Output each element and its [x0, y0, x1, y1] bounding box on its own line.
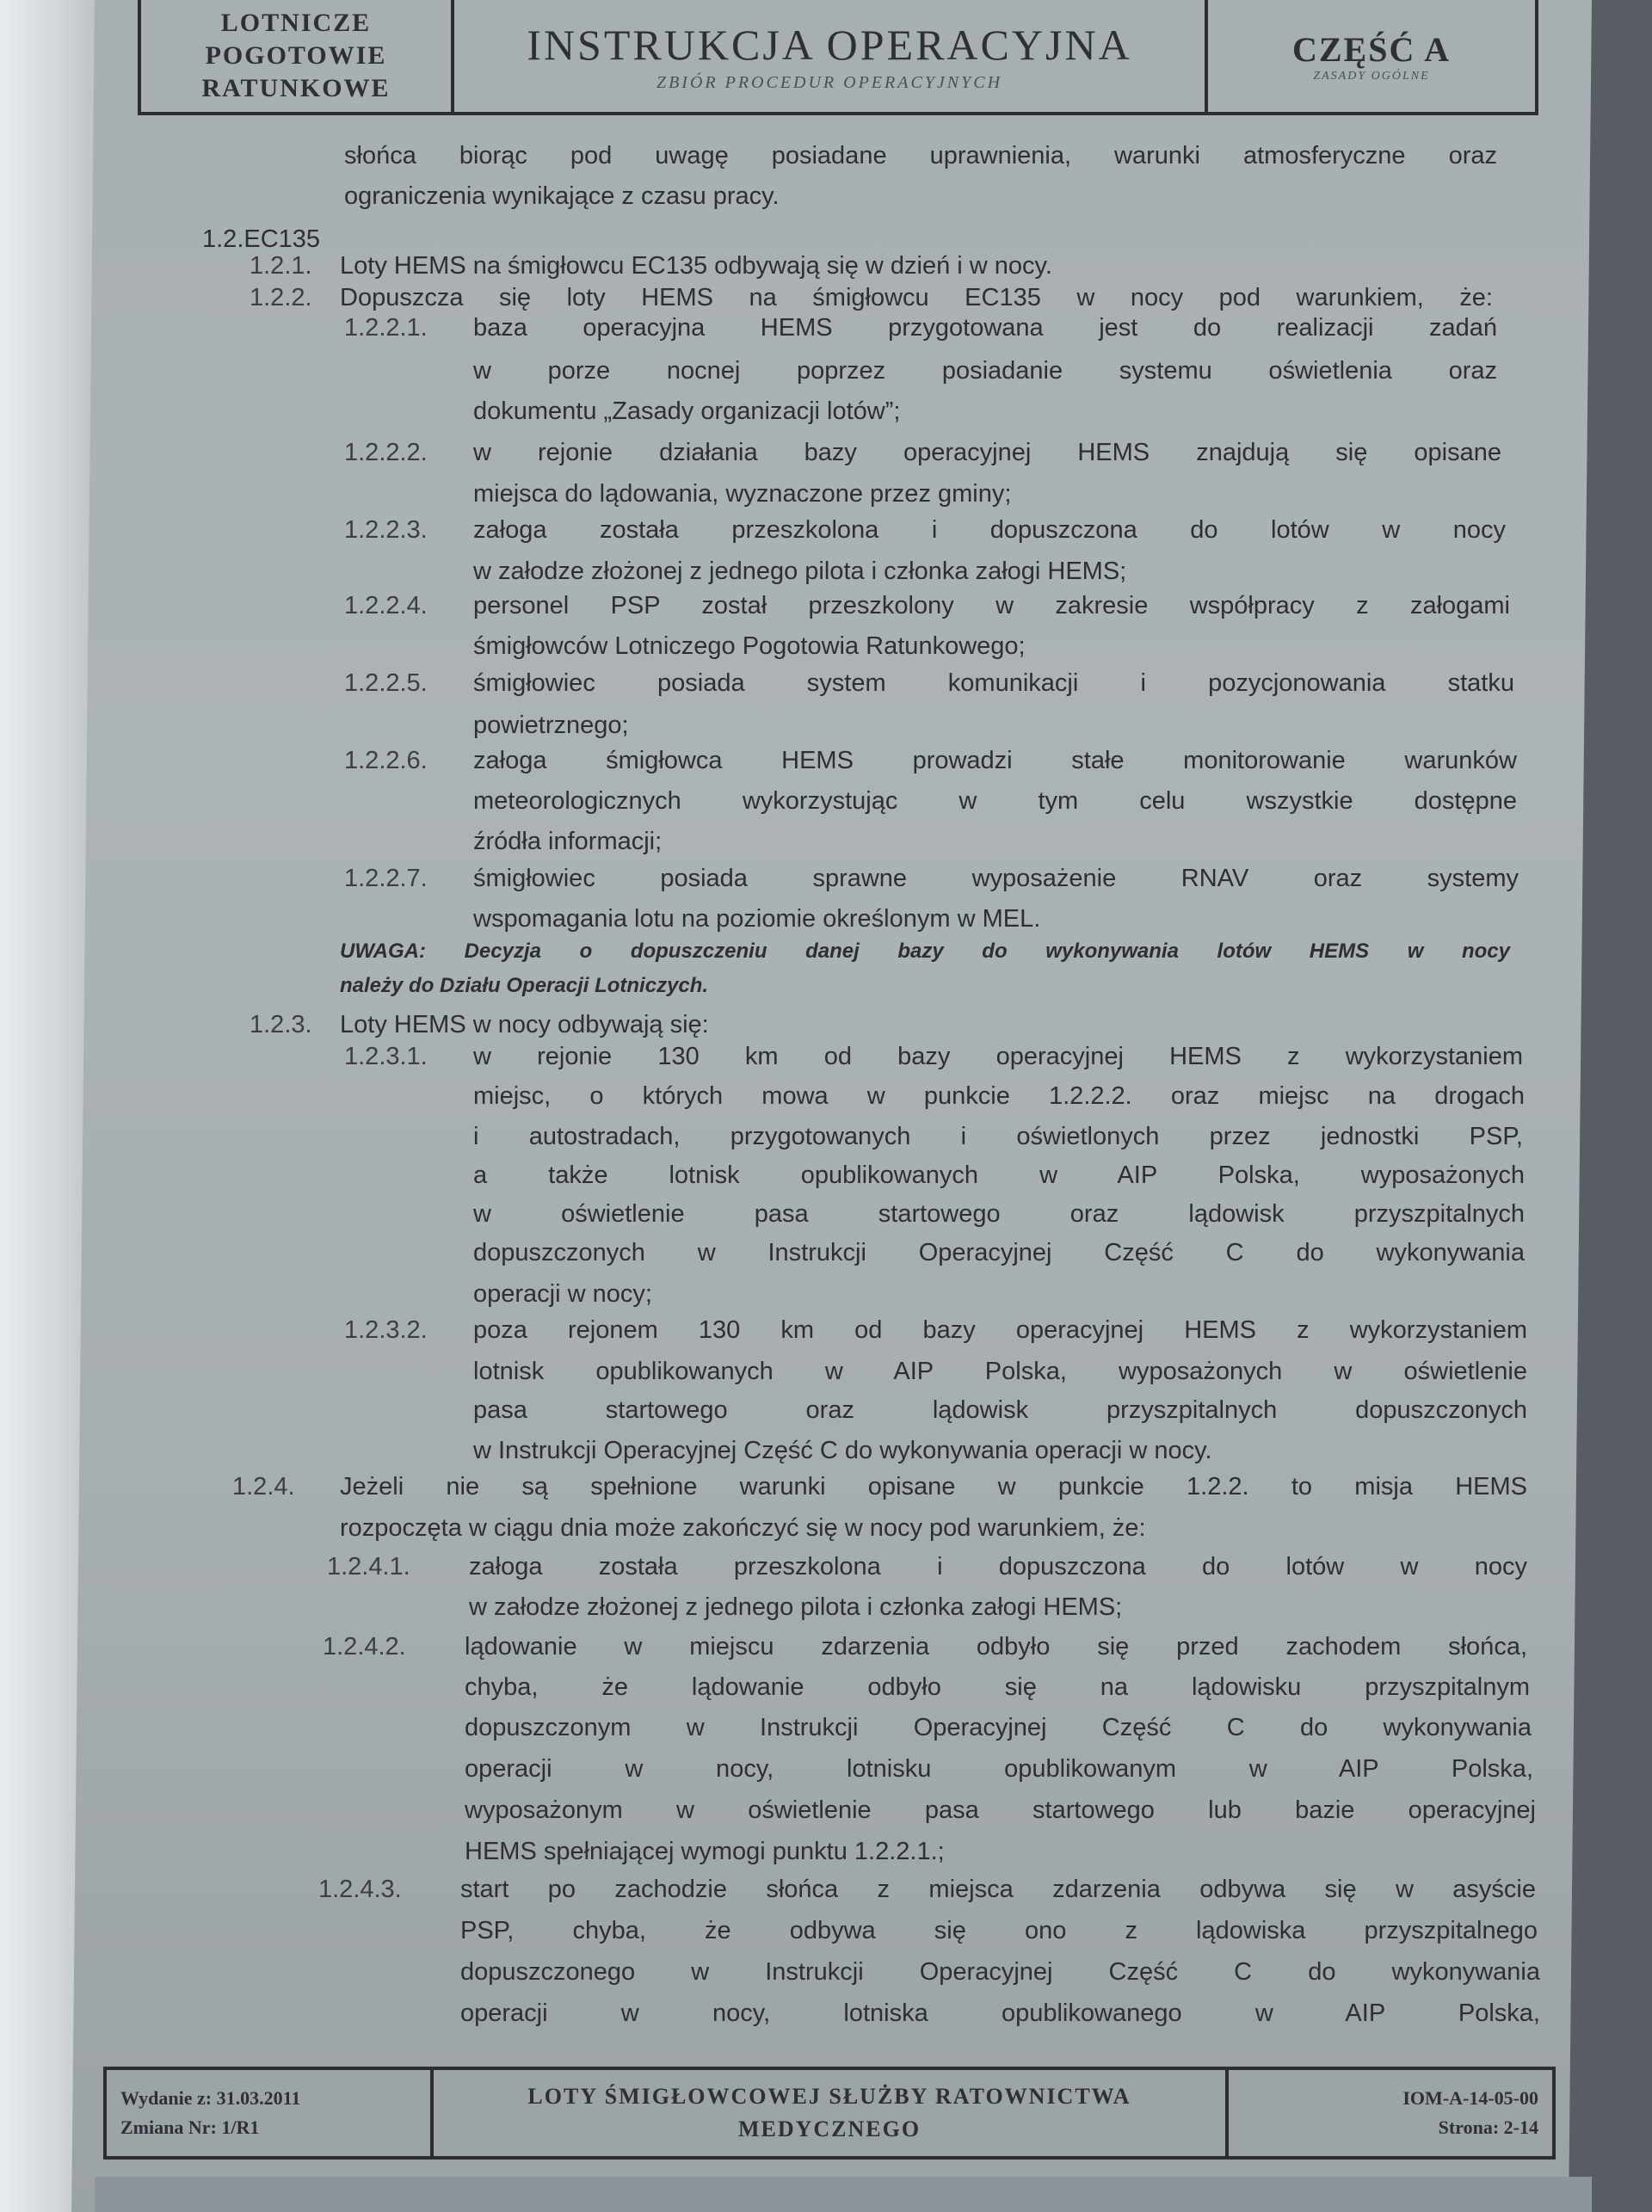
text-line: w rejonie 130 km od bazy operacyjnej HEMS z wykorzystaniem: [473, 1043, 1523, 1070]
paragraph-number: 1.2.1.: [250, 252, 312, 280]
text-line: należy do Działu Operacji Lotniczych.: [340, 974, 709, 997]
footer-title: LOTY ŚMIGŁOWCOWEJ SŁUŻBY RATOWNICTWA: [527, 2084, 1131, 2109]
paragraph-number: 1.2.2.7.: [344, 865, 428, 892]
text-line: dopuszczonym w Instrukcji Operacyjnej Część C do wykonywania: [465, 1714, 1532, 1741]
text-line: chyba, że lądowanie odbyło się na lądowisku przyszpitalnym: [465, 1673, 1530, 1701]
footer-code: IOM-A-14-05-00: [1402, 2087, 1538, 2109]
text-line: PSP, chyba, że odbywa się ono z lądowiska przyszpitalnego: [460, 1917, 1538, 1944]
text-line: źródła informacji;: [473, 828, 663, 855]
paragraph-number: 1.2.2.1.: [344, 314, 428, 342]
text-line: w Instrukcji Operacyjnej Część C do wykonywania operacji w nocy.: [473, 1437, 1212, 1464]
paragraph-number: 1.2.2.6.: [344, 747, 428, 774]
paragraph-number: 1.2.3.: [250, 1011, 312, 1038]
paragraph-number: 1.2.2.5.: [344, 669, 428, 697]
text-line: w oświetlenie pasa startowego oraz lądowisk przyszpitalnych: [473, 1200, 1525, 1228]
paragraph-number: 1.2.2.3.: [344, 516, 428, 544]
text-line: śmigłowiec posiada system komunikacji i pozycjonowania statku: [473, 669, 1514, 697]
footer-change: Zmiana Nr: 1/R1: [120, 2116, 260, 2138]
text-line: UWAGA: Decyzja o dopuszczeniu danej bazy do wykonywania lotów HEMS w nocy: [340, 940, 1510, 963]
text-line: operacji w nocy, lotnisku opublikowanym w AIP Polska,: [465, 1755, 1533, 1783]
paragraph-number: 1.2.4.: [232, 1473, 295, 1500]
text-line: w załodze złożonej z jednego pilota i członka załogi HEMS;: [473, 558, 1127, 585]
text-line: w porze nocnej poprzez posiadanie systemu oświetlenia oraz: [473, 357, 1497, 385]
text-line: personel PSP został przeszkolony w zakresie współpracy z załogami: [473, 592, 1510, 619]
document-footer: [103, 2067, 1556, 2160]
footer-title: MEDYCZNEGO: [737, 2116, 922, 2141]
text-line: w załodze złożonej z jednego pilota i członka załogi HEMS;: [469, 1593, 1123, 1621]
text-line: miejsc, o których mowa w punkcie 1.2.2.2. oraz miejsc na drogach: [473, 1082, 1525, 1110]
page-bottom-edge: [95, 2177, 1592, 2212]
paragraph-number: 1.2.4.3.: [318, 1876, 402, 1903]
text-line: ograniczenia wynikające z czasu pracy.: [344, 182, 780, 210]
paragraph-number: 1.2.3.1.: [344, 1043, 428, 1070]
text-line: miejsca do lądowania, wyznaczone przez gminy;: [473, 480, 1012, 508]
text-line: wyposażonym w oświetlenie pasa startowego lub bazie operacyjnej: [465, 1796, 1536, 1824]
text-line: operacji w nocy, lotniska opublikowanego w AIP Polska,: [460, 1999, 1540, 2027]
paragraph-number: 1.2.2.2.: [344, 439, 428, 466]
text-line: Dopuszcza się loty HEMS na śmigłowcu EC135 w nocy pod warunkiem, że:: [340, 284, 1493, 311]
text-line: dopuszczonego w Instrukcji Operacyjnej Część C do wykonywania: [460, 1958, 1540, 1986]
text-line: 1.2.EC135: [202, 225, 321, 253]
text-line: załoga śmigłowca HEMS prowadzi stałe monitorowanie warunków: [473, 747, 1517, 774]
header-part-subtitle: ZASADY OGÓLNE: [1313, 69, 1430, 83]
text-line: HEMS spełniającej wymogi punktu 1.2.2.1.;: [465, 1838, 945, 1865]
text-line: meteorologicznych wykorzystując w tym celu wszystkie dostępne: [473, 787, 1517, 815]
header-part: CZĘŚĆ A: [1291, 29, 1452, 69]
org-line: RATUNKOWE: [201, 74, 391, 102]
paragraph-number: 1.2.2.4.: [344, 592, 428, 619]
text-line: w rejonie działania bazy operacyjnej HEMS znajdują się opisane: [473, 439, 1501, 466]
text-line: rozpoczęta w ciągu dnia może zakończyć się w nocy pod warunkiem, że:: [340, 1514, 1146, 1542]
text-line: Loty HEMS na śmigłowcu EC135 odbywają się w dzień i w nocy.: [340, 252, 1052, 280]
paragraph-number: 1.2.4.2.: [323, 1633, 406, 1661]
text-line: Jeżeli nie są spełnione warunki opisane w punkcie 1.2.2. to misja HEMS: [340, 1473, 1527, 1500]
text-line: baza operacyjna HEMS przygotowana jest do realizacji zadań: [473, 314, 1497, 342]
footer-page-number: Strona: 2-14: [1438, 2116, 1538, 2138]
org-line: POGOTOWIE: [205, 41, 387, 70]
text-line: poza rejonem 130 km od bazy operacyjnej HEMS z wykorzystaniem: [473, 1316, 1527, 1344]
text-line: start po zachodzie słońca z miejsca zdarzenia odbywa się w asyście: [460, 1876, 1536, 1903]
paragraph-number: 1.2.3.2.: [344, 1316, 428, 1344]
text-line: powietrznego;: [473, 712, 629, 739]
footer-code-cell: [1229, 2070, 1552, 2156]
org-line: LOTNICZE: [220, 9, 372, 37]
text-line: Loty HEMS w nocy odbywają się:: [340, 1011, 709, 1038]
footer-issue-cell: [107, 2070, 434, 2156]
text-line: załoga została przeszkolona i dopuszczona do lotów w nocy: [469, 1553, 1527, 1580]
text-line: a także lotnisk opublikowanych w AIP Polska, wyposażonych: [473, 1161, 1525, 1189]
text-line: lotnisk opublikowanych w AIP Polska, wyposażonych w oświetlenie: [473, 1358, 1527, 1385]
text-line: śmigłowiec posiada sprawne wyposażenie RNAV oraz systemy: [473, 865, 1519, 892]
text-line: załoga została przeszkolona i dopuszczona do lotów w nocy: [473, 516, 1506, 544]
text-line: dopuszczonych w Instrukcji Operacyjnej Część C do wykonywania: [473, 1239, 1525, 1266]
text-line: dokumentu „Zasady organizacji lotów”;: [473, 397, 901, 425]
text-line: operacji w nocy;: [473, 1280, 652, 1308]
text-line: i autostradach, przygotowanych i oświetlonych przez jednostki PSP,: [473, 1123, 1523, 1150]
text-line: pasa startowego oraz lądowisk przyszpitalnych dopuszczonych: [473, 1396, 1527, 1424]
footer-issue: Wydanie z: 31.03.2011: [120, 2087, 301, 2109]
text-line: lądowanie w miejscu zdarzenia odbyło się przed zachodem słońca,: [465, 1633, 1527, 1661]
header-title: INSTRUKCJA OPERACYJNA: [527, 20, 1132, 69]
text-line: wspomagania lotu na poziomie określonym w MEL.: [473, 905, 1041, 933]
paragraph-number: 1.2.4.1.: [327, 1553, 410, 1580]
header-subtitle: ZBIÓR PROCEDUR OPERACYJNYCH: [656, 72, 1003, 92]
footer-title-cell: [434, 2070, 1229, 2156]
paragraph-number: 1.2.2.: [250, 284, 312, 311]
text-line: śmigłowców Lotniczego Pogotowia Ratunkowego;: [473, 632, 1026, 660]
text-line: słońca biorąc pod uwagę posiadane uprawnienia, warunki atmosferyczne oraz: [344, 142, 1497, 169]
